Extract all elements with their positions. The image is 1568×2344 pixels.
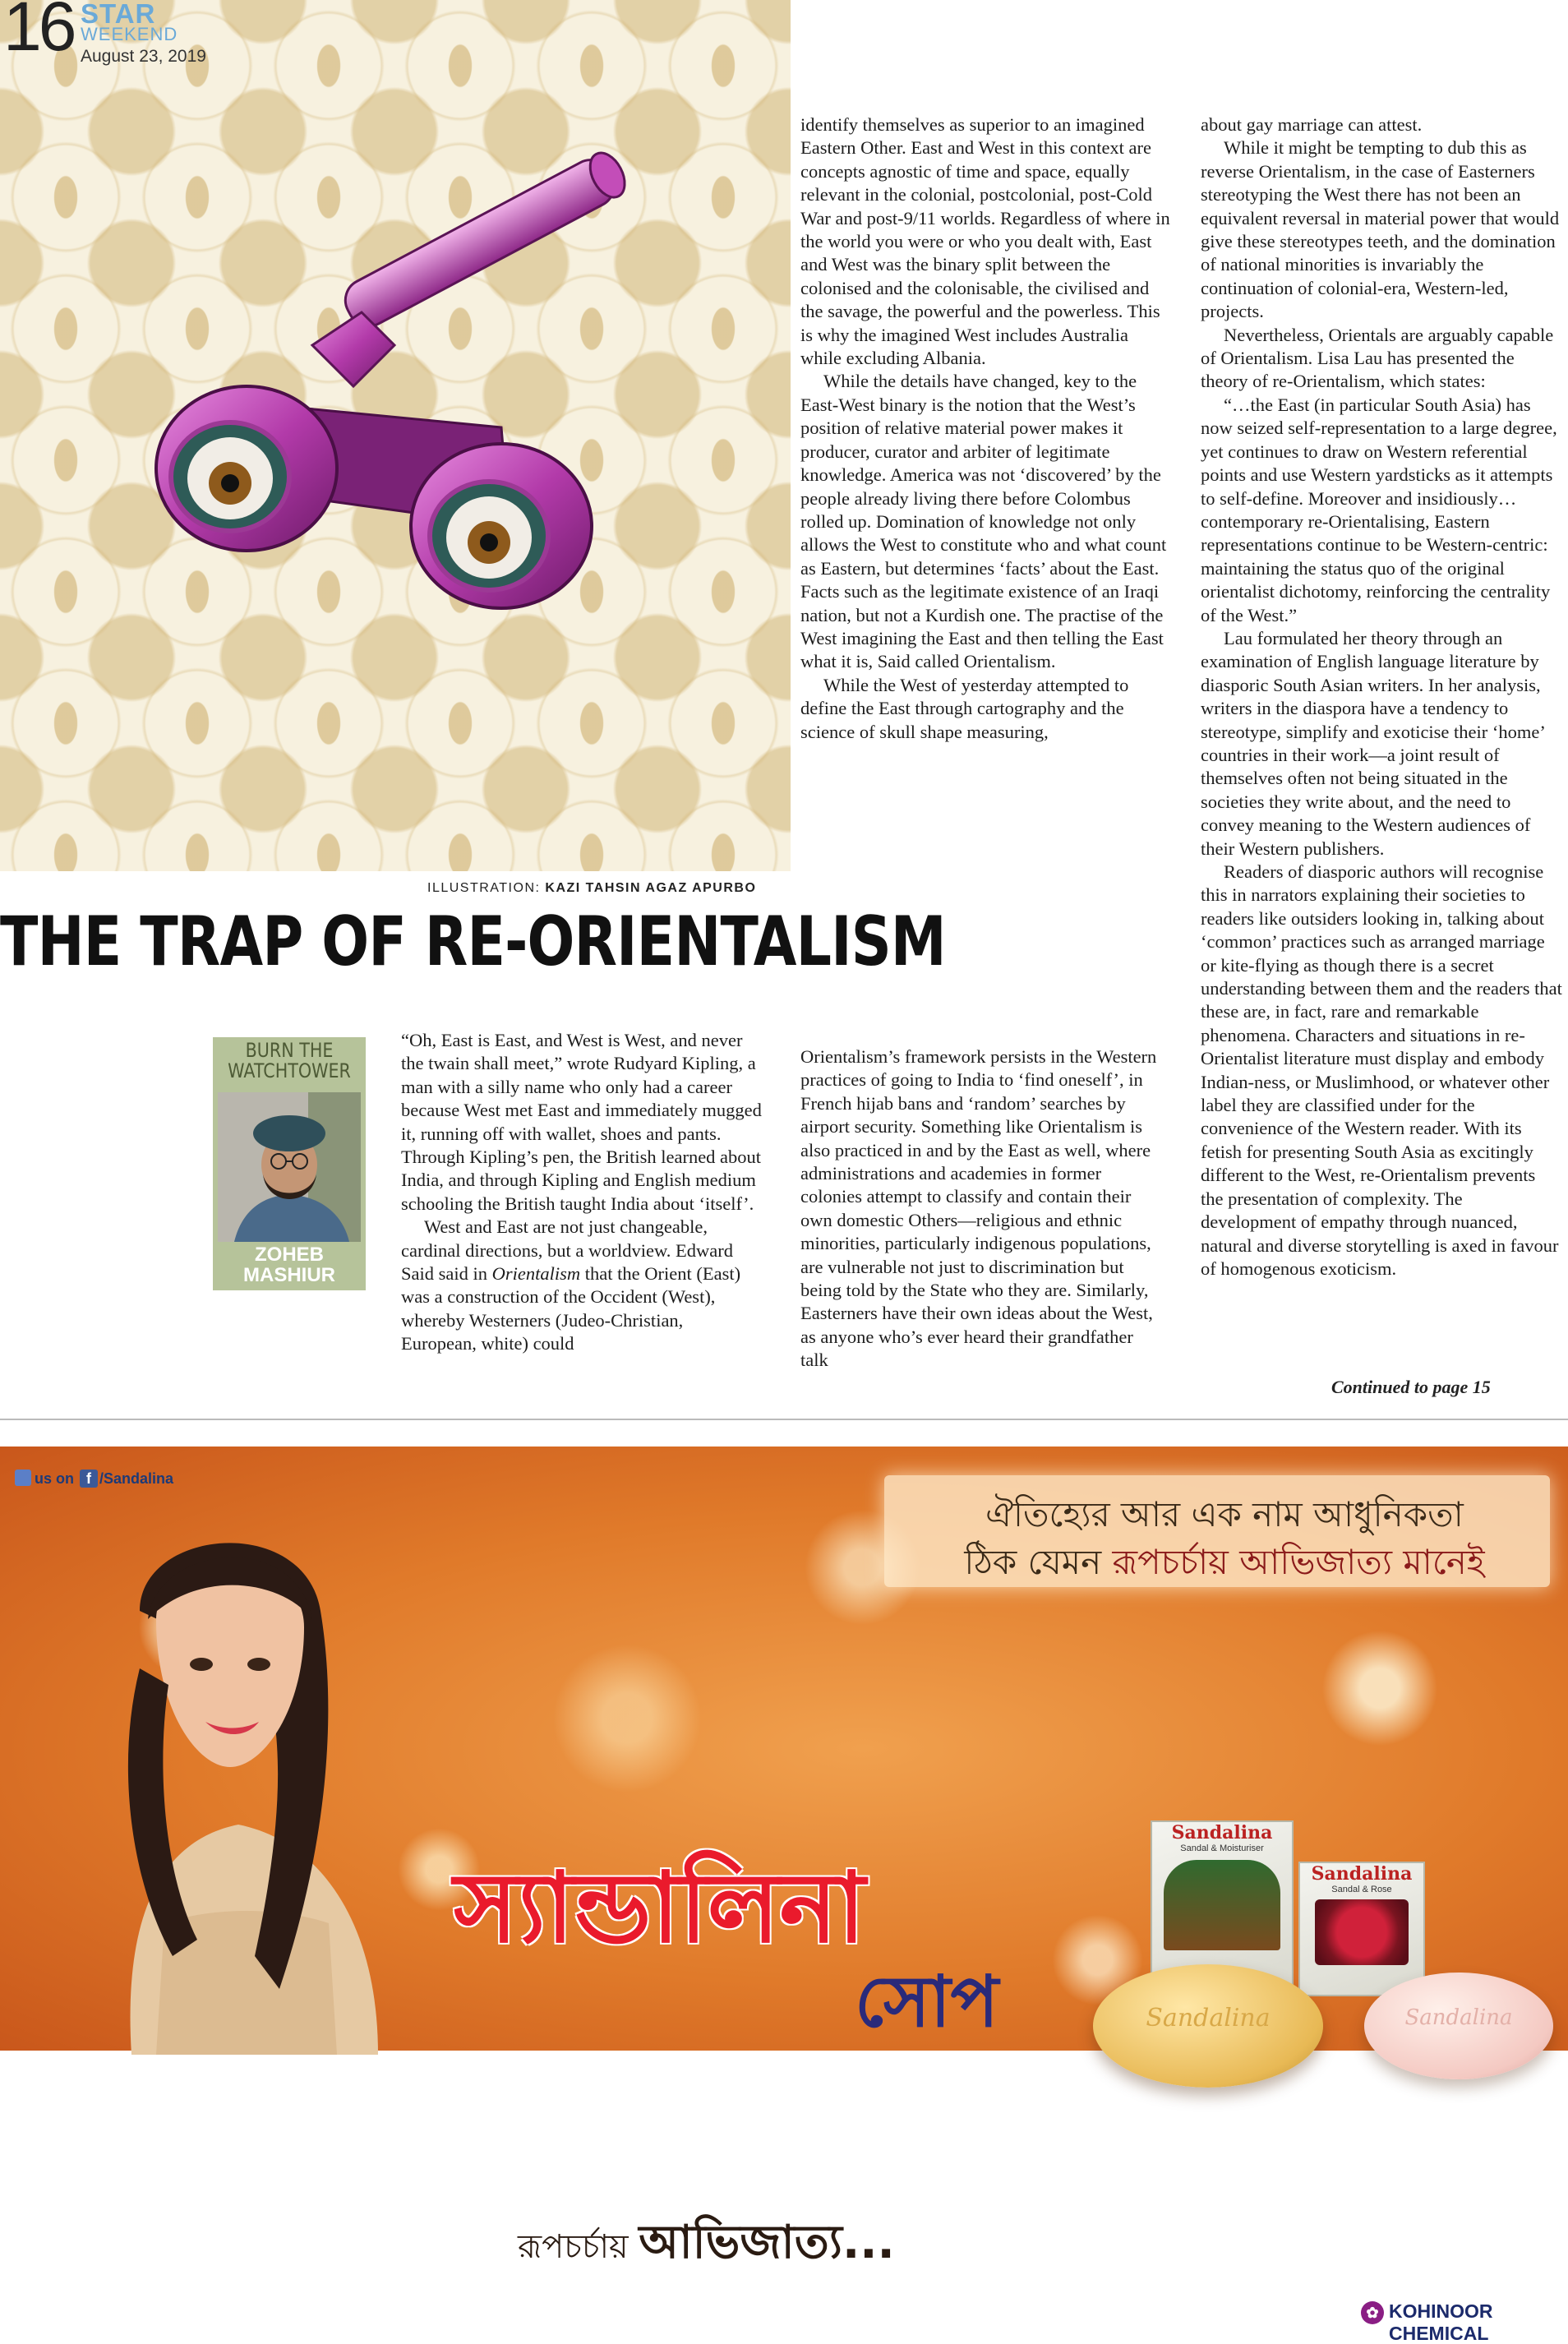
article-paragraph: Readers of diasporic authors will recognise this in narrators explaining their societies to readers like outsiders looking in, talking about ‘common’ practices such as arranged marriage or kite-flying as though there is a secret understanding between them and the readers that these are, in fact, rare and remarkable phenomena. Characters and situations in re-Orientalist literature must display and embody Indian-ness, or Muslimhood, or whatever other label they are classified under for the convenience of the Western reader. With its fetish for presenting South Asia as excitingly different to the West, re-Orientalism prevents the presentation of complexity. The development of empathy through nuanced, natural and diverse storytelling is axed in favour of homogenous exoticism. [1201, 861, 1562, 1279]
article-paragraph: West and East are not just changeable, cardinal directions, but a worldview. Edward Said said in Orientalism that the Orient (East) was a construction of the Occident (West), whereby Westerners (Judeo-Christian, European, white) could [401, 1216, 741, 1354]
publication-section: WEEKEND [81, 24, 178, 44]
sandalina-advertisement [0, 1447, 1568, 2344]
tagline-line-2: ঠিক যেমন রূপচর্চায় আভিজাত্য মানেই [964, 1542, 1485, 1582]
facebook-icon: f [80, 1470, 98, 1488]
product-box-brand: Sandalina [1171, 1822, 1273, 1843]
binoculars-illustration [148, 140, 690, 633]
article-paragraph: about gay marriage can attest. [1201, 114, 1423, 135]
author-portrait-icon [218, 1092, 361, 1242]
ad-footer-slogan: রূপচর্চায় আভিজাত্য... [518, 2216, 895, 2269]
maker-line-1: KOHINOOR [1389, 2300, 1493, 2323]
maker-line-2: CHEMICAL [1389, 2323, 1489, 2344]
product-box-subtitle: Sandal & Rose [1331, 1885, 1392, 1894]
box-artwork [1164, 1860, 1280, 1950]
page-number: 16 [3, 0, 74, 65]
soap-embossed-text: Sandalina [1146, 2004, 1271, 2033]
article-paragraph: Lau formulated her theory through an examination of English language literature by diasporic South Asian writers. In her analysis, writers in the diaspora have a tendency to stereotype, simplify and exoticise their ‘home’ countries in their work—a joint result of themselves often not being situated in the societies they write about, and the need to convey meaning to the Western audiences of their Western publishers. [1201, 627, 1545, 859]
publication-brand: STAR [81, 0, 156, 29]
illustration-credit-name: KAZI TAHSIN AGAZ APURBO [545, 881, 757, 895]
columnist-box [213, 1037, 366, 1290]
product-name-bengali: সোপ [855, 1961, 999, 2043]
soap-bar-sandal [1093, 1964, 1323, 2088]
rose-artwork [1315, 1899, 1409, 1965]
illustration-credit [427, 881, 756, 896]
article-column-3 [800, 113, 1170, 744]
article-column-2 [800, 1045, 1162, 1373]
article-paragraph: identify themselves as superior to an imagined Eastern Other. East and West in this context are concepts agnostic of time and space, equally relevant in the colonial, postcolonial, post-Cold War and post-9/11 worlds. Regardless of where in the world you were or who you dealt with, East and West was the binary split between the colonised and the colonisable, the civilised and the savage, the powerful and the powerless. This is why the imagined West includes Australia while excluding Albania. [800, 114, 1170, 369]
article-column-4 [1201, 113, 1562, 1280]
issue-date: August 23, 2019 [81, 47, 206, 66]
article-quote: “…the East (in particular South Asia) has now seized self-representation to a large degree, yet continues to draw on Western referential points and use Western yardsticks as it attempts to self-define. Moreover and insidiously… contemporary re-Orientalising, Eastern representations continue to be Western-centric: maintaining the status quo of the original orientalist dichotomy, reinforcing the centrality of the West.” [1201, 394, 1557, 625]
product-box-sandal [1151, 1820, 1294, 1988]
article-headline: THE TRAP OF RE-ORIENTALISM [0, 902, 946, 981]
product-box-rose [1298, 1862, 1425, 1996]
section-divider [0, 1419, 1568, 1420]
soap-embossed-text: Sandalina [1404, 2005, 1513, 2030]
illustration-credit-label: ILLUSTRATION: [427, 881, 541, 895]
facebook-handle: /Sandalina [99, 1470, 174, 1487]
manufacturer-logo [1361, 2301, 1493, 2342]
model-photo [33, 1496, 444, 2055]
brand-name-bengali: স্যান্ডালিনা [454, 1851, 866, 1964]
article-paragraph: Nevertheless, Orientals are arguably capable of Orientalism. Lisa Lau has presented the theory of re-Orientalism, which states: [1201, 324, 1554, 392]
product-box-brand: Sandalina [1311, 1863, 1413, 1885]
continued-link[interactable]: Continued to page 15 [1331, 1377, 1491, 1397]
article-illustration [0, 0, 791, 871]
article-paragraph: While the West of yesterday attempted to define the East through cartography and the science of skull shape measuring, [800, 674, 1129, 742]
book-title: Orientalism [491, 1263, 581, 1285]
flower-logo-icon: ✿ [1361, 2301, 1384, 2324]
article-paragraph: While it might be tempting to dub this as reverse Orientalism, in the case of Easterners stereotyping the West there has not been an equivalent reversal in material power that would give these stereotypes teeth, and the domination of national minorities is invariably the continuation of colonial-era, Western-led, projects. [1201, 137, 1560, 322]
article-column-1 [401, 1029, 763, 1356]
soap-bar-rose [1364, 1973, 1553, 2079]
author-photo [218, 1092, 361, 1242]
product-box-subtitle: Sandal & Moisturiser [1180, 1843, 1264, 1853]
thumbs-up-icon [15, 1470, 31, 1486]
column-name: BURN THE WATCHTOWER [228, 1039, 351, 1082]
article-paragraph: Orientalism’s framework persists in the Western practices of going to India to ‘find oneself’, in French hijab bans and ‘random’ searches by airport security. Something like Orientalism is also practiced in and by the East as well, where administrations and academies in former colonies attempt to classify and contain their own domestic Others—religious and ethnic minorities, particularly indigenous populations, are vulnerable not just to discrimination but being told by the State who they are. Similarly, Easterners have their own ideas about the West, as anyone who’s ever heard their grandfather talk [800, 1046, 1157, 1371]
author-name: ZOHEB MASHIUR [243, 1244, 335, 1286]
article-paragraph: “Oh, East is East, and West is West, and never the twain shall meet,” wrote Rudyard Kipling, a man with a silly name who only had a career because West met East and immediately mugged it, running off with wallet, shoes and pants. Through Kipling’s pen, the British learned about India, and through Kipling and English medium schooling the British taught India about ‘itself’. [401, 1030, 762, 1214]
article-paragraph: While the details have changed, key to the East-West binary is the notion that the West’s position of relative material power makes it producer, curator and arbiter of legitimate knowledge. America was not ‘discovered’ by the people already living there before Colombus rolled up. Domination of knowledge not only allows the West to constitute who and what count as Eastern, but determines ‘facts’ about the East. Facts such as the legitimate existence of an Iraqi nation, but not a Kurdish one. The practise of the West imagining the East and then telling the East what it is, Said called Orientalism. [800, 371, 1167, 672]
facebook-like-strip[interactable] [15, 1470, 173, 1488]
like-text: us on [35, 1470, 74, 1487]
tagline-line-1: ঐতিহ্যের আর এক নাম আধুনিকতা [985, 1494, 1464, 1534]
